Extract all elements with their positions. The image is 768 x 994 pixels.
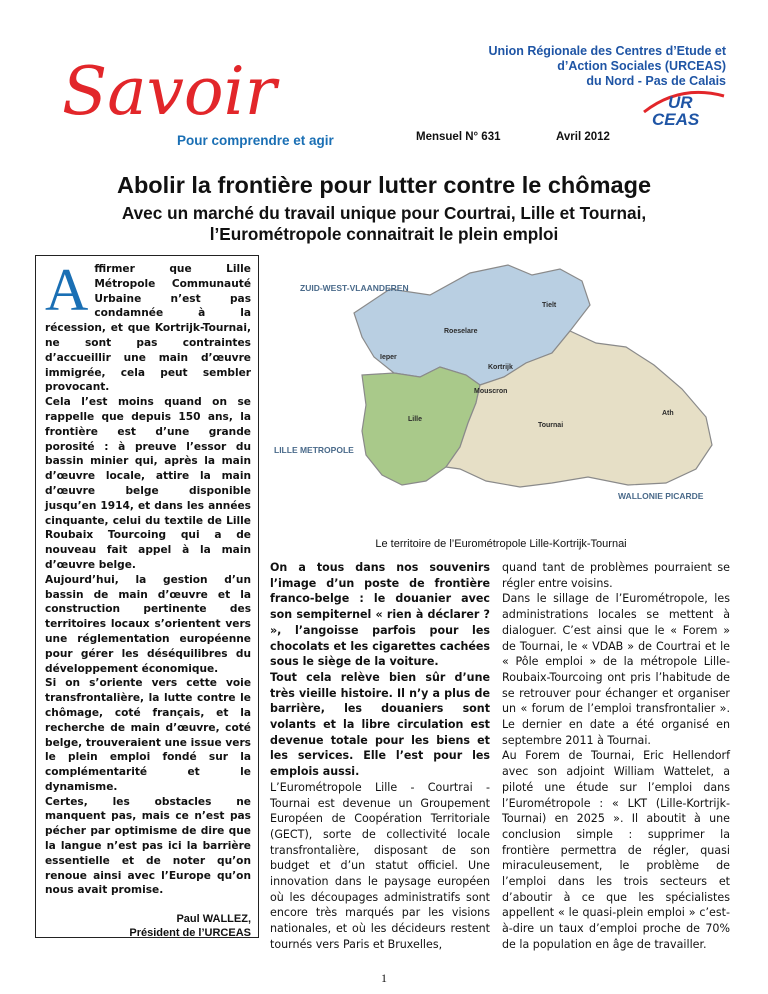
author-name: Paul WALLEZ,	[176, 913, 251, 926]
editorial-paragraph: Aujourd’hui, la gestion d’un bassin de main d’œuvre et la construction pertinente des territoires locaux s’orientent vers une réglementation européenne pour gérer les déséquilibres du développement économique.	[45, 573, 251, 675]
map-city-label: Kortrijk	[488, 364, 513, 371]
lead-paragraph: On a tous dans nos souvenirs l’image d’un poste de frontière franco-belge : le douanier avec son sempiternel « rien à déclarer ? », l’angoisse parfois pour les chocolats et les cigarettes cachées sous le siège de la voiture.	[270, 561, 490, 669]
editorial-signature	[45, 912, 251, 940]
savoir-logo-text: Savoir	[62, 53, 277, 126]
drop-cap: A	[45, 257, 89, 323]
lead-paragraph-2: Tout cela relève bien sûr d’une très vieille histoire. Il n’y a plus de barrière, les douaniers sont volants et la libre circulation est devenue totale pour les biens et les services. Elle l’est pour les emplois aussi.	[270, 670, 490, 779]
map-region-label: ZUID-WEST-VLAANDEREN	[300, 283, 409, 293]
editorial-box	[35, 255, 259, 938]
map-region-label: LILLE METROPOLE	[274, 445, 354, 455]
map-region-label: WALLONIE PICARDE	[618, 491, 704, 501]
article-paragraph-continued: quand tant de problèmes pourraient se régler entre voisins.	[502, 561, 730, 590]
issue-date: Avril 2012	[556, 131, 610, 143]
editorial-text: ffirmer que Lille Métropole Communauté Urbaine n’est pas condamnée à la récession, et que Kortrijk-Tournai, ne sont pas contraintes d’accueillir une main d’œuvre immigrée, cela peut sembler provocant.	[45, 263, 251, 394]
article-column-1	[270, 560, 490, 953]
article-paragraph: Dans le sillage de l’Eurométropole, les administrations locales se mettent à dialoguer. C’est ainsi que le « Forem » de Tournai, le « VDAB » de Courtrai et le « Pôle emploi » de la métropole Lille-Roubaix-Tourcoing ont pris l’habitude de se retrouver pour échanger et organiser un « forum de l’emploi transfrontalier ». Le dernier en date a été organisé en septembre 2011 à Tournai.	[502, 592, 730, 747]
eurometropole-map	[270, 255, 732, 527]
map-city-label: Lille	[408, 416, 423, 423]
page-number: 1	[381, 971, 387, 985]
organization-line: Union Régionale des Centres d’Etude et	[488, 44, 726, 58]
map-city-label: Ath	[662, 410, 674, 417]
editorial-paragraph: Cela l’est moins quand on se rappelle que depuis 150 ans, la frontière est d’une grande porosité : à preuve l’essor du bassin minier qui, après la main d’œuvre locale, attire la main d’œuvre belge disponible jusqu’en 1914, et dans les années cinquante, celui du textile de Lille Roubaix Tourcoing qui a de nouveau fait appel à la main d’œuvre belge.	[45, 396, 251, 571]
editorial-paragraph	[45, 257, 251, 395]
editorial-paragraph: Si on s’oriente vers cette voie transfrontalière, la lutte contre le chômage, coté français, et la recherche de main d’œuvre, coté belge, trouveraient une issue vers le plein emploi fondé sur la complémentarité et le dynamisme.	[45, 677, 251, 793]
map-city-label: Mouscron	[474, 388, 508, 395]
map-city-label: Tournai	[538, 422, 564, 429]
organization-name	[426, 44, 726, 89]
urceas-logo	[640, 88, 728, 128]
article-paragraph: Au Forem de Tournai, Eric Hellendorf avec son adjoint William Wattelet, a piloté une étude sur l’emploi dans l’Eurométropole : « LKT (Lille-Kortrijk-Tournai) en 2025 ». Il aboutit à une conclusion simple : supprimer la frontière permettra de régler, quasi miraculeusement, le problème de l’emploi dans les trois secteurs et d’aboutir à ce que les spécialistes appellent « le quasi-plein emploi » c’est-à-dire un taux d’emploi proche de 70% de la population en âge de travailler.	[502, 749, 730, 951]
map-city-label: Tielt	[542, 302, 557, 309]
savoir-logo	[62, 52, 322, 126]
map-city-label: Ieper	[380, 354, 397, 361]
author-role: Président de l’URCEAS	[129, 927, 251, 940]
organization-line: d’Action Sociales (URCEAS)	[557, 59, 726, 73]
headline: Abolir la frontière pour lutter contre le chômage	[116, 172, 652, 198]
subheadline: Avec un marché du travail unique pour Courtrai, Lille et Tournai, l’Eurométropole connaitrait le plein emploi	[121, 203, 647, 244]
issue-number: Mensuel N° 631	[416, 131, 501, 143]
logo-bottom-text: CEAS	[652, 110, 700, 128]
article-paragraph: L’Eurométropole Lille - Courtrai - Tournai est devenue un Groupement Européen de Coopération Territoriale (GECT), sorte de collectivité locale transfrontalière, disposant de son budget et d’un statut officiel. Une innovation dans le paysage européen où les découpages administratifs sont encore très marqués par les visions nationales, et où les décideurs restent tournés vers Paris et Bruxelles,	[270, 780, 490, 951]
organization-line: du Nord - Pas de Calais	[586, 74, 726, 88]
editorial-paragraph: Certes, les obstacles ne manquent pas, mais ce n’est pas pécher par optimisme de dire que la langue n’est pas ici la barrière essentielle et de noter qu’on renoue ainsi avec l’Europe qu’on nous avait promise.	[45, 795, 251, 897]
tagline: Pour comprendre et agir	[177, 133, 334, 148]
logo-top-text: UR	[668, 93, 693, 112]
article-column-2	[502, 560, 730, 953]
map-city-label: Roeselare	[444, 328, 478, 335]
map-caption: Le territoire de l’Eurométropole Lille-Kortrijk-Tournai	[375, 538, 627, 550]
